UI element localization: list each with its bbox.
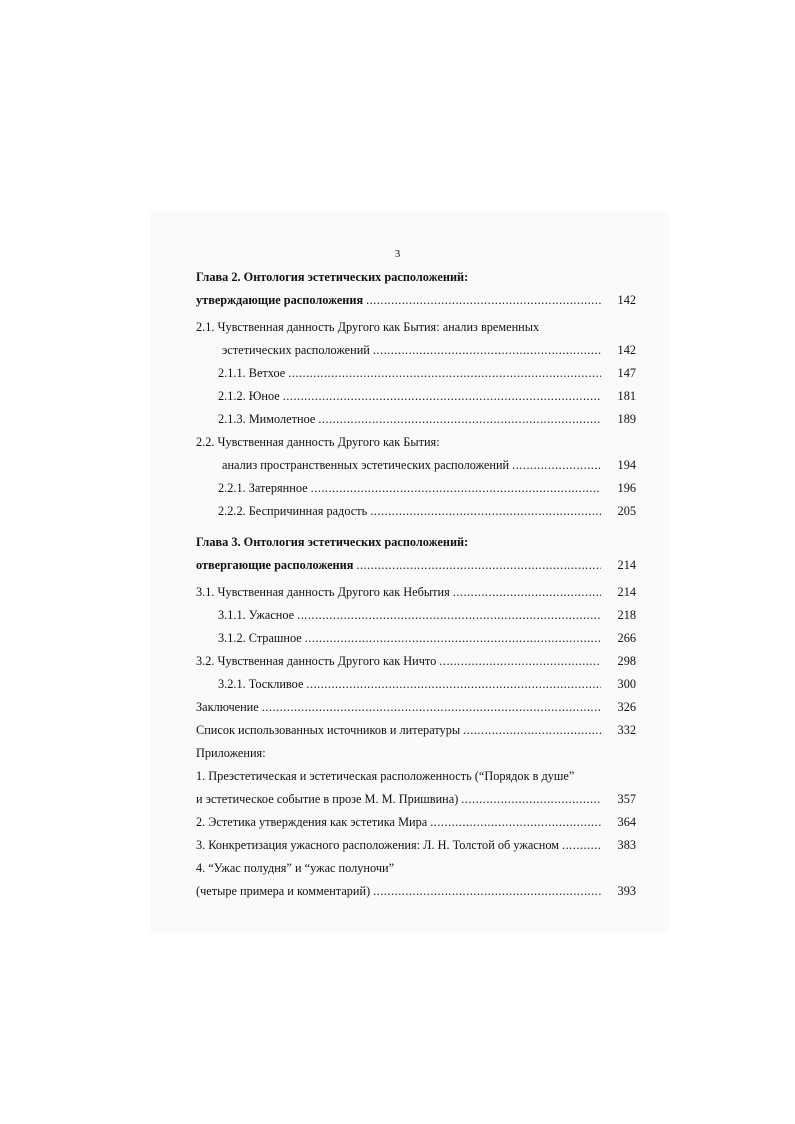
toc-chapter-3 (196, 554, 636, 577)
toc-entry-title: 2. Эстетика утверждения как эстетика Мира (196, 815, 428, 829)
toc-entry-title: 3.1.2. Страшное (218, 631, 302, 645)
toc-section-3-2 (196, 650, 636, 673)
toc-section-3-1 (196, 581, 636, 604)
toc-subsection-2-2-1 (196, 477, 636, 500)
dot-leader (439, 650, 601, 673)
toc-entry-title: 3. Конкретизация ужасного расположения: Л. Н. Толстой об ужасном (196, 838, 560, 852)
toc-entry-title: и эстетическое событие в прозе М. М. Пришвина) (196, 792, 459, 806)
dot-leader (512, 454, 601, 477)
toc-entry-title: 3.1.1. Ужасное (218, 608, 295, 622)
toc-entry-title: Заключение (196, 700, 259, 714)
toc-page-number: 194 (617, 458, 636, 472)
toc-page-number: 189 (617, 412, 636, 426)
dot-leader (306, 673, 601, 696)
toc-entry-title: 2.2.2. Беспричинная радость (218, 504, 368, 518)
toc-page-number: 298 (617, 654, 636, 668)
dot-leader (305, 627, 601, 650)
toc-entry-title: 2.2. Чувственная данность Другого как Бытия: (196, 435, 440, 449)
toc-entry-title: 2.2.1. Затерянное (218, 481, 308, 495)
toc-page-number: 147 (617, 366, 636, 380)
dot-leader (366, 289, 601, 312)
toc-page-number: 142 (617, 293, 636, 307)
toc-subsection-2-2-2 (196, 500, 636, 523)
toc-page-number: 181 (617, 389, 636, 403)
toc-appendix-4-heading (196, 857, 636, 880)
dot-leader (430, 811, 601, 834)
toc-entry-title: эстетических расположений (222, 343, 370, 357)
dot-leader (311, 477, 601, 500)
toc-entry-title: Глава 2. Онтология эстетических расположений: (196, 270, 469, 284)
toc-page-number: 393 (617, 884, 636, 898)
toc-page-number: 332 (617, 723, 636, 737)
toc-entry-title: 2.1. Чувственная данность Другого как Бытия: анализ временных (196, 320, 540, 334)
toc-entry-title: анализ пространственных эстетических расположений (222, 458, 510, 472)
toc-appendix-3 (196, 834, 636, 857)
toc-page-number: 196 (617, 481, 636, 495)
toc-entry-title: 3.1. Чувственная данность Другого как Небытия (196, 585, 450, 599)
toc-appendix-1-heading (196, 765, 636, 788)
toc-page-number: 300 (617, 677, 636, 691)
toc-chapter-3-heading (196, 531, 636, 554)
dot-leader (356, 554, 601, 577)
toc-entry-title: 2.1.2. Юное (218, 389, 280, 403)
toc-entry-title: 4. “Ужас полудня” и “ужас полуночи” (196, 861, 395, 875)
dot-leader (318, 408, 601, 431)
toc-appendix-4 (196, 880, 636, 903)
toc-appendix-1 (196, 788, 636, 811)
toc-entry-title: 3.2.1. Тоскливое (218, 677, 304, 691)
dot-leader (370, 500, 601, 523)
page-number: 3 (394, 248, 401, 260)
toc-section-2-2-heading (196, 431, 636, 454)
dot-leader (297, 604, 601, 627)
dot-leader (453, 581, 601, 604)
toc-entry-title: (четыре примера и комментарий) (196, 884, 371, 898)
toc-subsection-3-2-1 (196, 673, 636, 696)
dot-leader (373, 880, 601, 903)
toc-references (196, 719, 636, 742)
dot-leader (288, 362, 601, 385)
toc-section-2-2 (196, 454, 636, 477)
toc-page-number: 142 (617, 343, 636, 357)
toc-entry-title: 3.2. Чувственная данность Другого как Ничто (196, 654, 437, 668)
toc-chapter-2 (196, 289, 636, 312)
toc-page-number: 383 (617, 838, 636, 852)
toc-page-number: 218 (617, 608, 636, 622)
toc-subsection-2-1-1 (196, 362, 636, 385)
toc-entry-title: Список использованных источников и литературы (196, 723, 461, 737)
dot-leader (463, 719, 601, 742)
table-of-contents (196, 266, 636, 903)
dot-leader (562, 834, 601, 857)
toc-subsection-2-1-2 (196, 385, 636, 408)
toc-page-number: 357 (617, 792, 636, 806)
toc-appendix-2 (196, 811, 636, 834)
dot-leader (283, 385, 601, 408)
toc-entry-title: Глава 3. Онтология эстетических расположений: (196, 535, 469, 549)
toc-subsection-2-1-3 (196, 408, 636, 431)
dot-leader (373, 339, 601, 362)
toc-page-number: 205 (617, 504, 636, 518)
toc-entry-title: отвергающие расположения (196, 558, 354, 572)
toc-page-number: 266 (617, 631, 636, 645)
toc-appendices-heading (196, 742, 636, 765)
dot-leader (461, 788, 601, 811)
toc-section-2-1-heading (196, 316, 636, 339)
toc-page-number: 214 (617, 558, 636, 572)
toc-conclusion (196, 696, 636, 719)
dot-leader (262, 696, 601, 719)
toc-entry-title: 2.1.1. Ветхое (218, 366, 286, 380)
toc-chapter-2-heading (196, 266, 636, 289)
toc-entry-title: 2.1.3. Мимолетное (218, 412, 316, 426)
toc-section-2-1 (196, 339, 636, 362)
toc-entry-title: 1. Преэстетическая и эстетическая расположенность (“Порядок в душе” (196, 769, 575, 783)
toc-page-number: 214 (617, 585, 636, 599)
toc-entry-title: утверждающие расположения (196, 293, 364, 307)
toc-subsection-3-1-2 (196, 627, 636, 650)
toc-subsection-3-1-1 (196, 604, 636, 627)
toc-page-number: 326 (617, 700, 636, 714)
toc-entry-title: Приложения: (196, 746, 266, 760)
toc-page-number: 364 (617, 815, 636, 829)
